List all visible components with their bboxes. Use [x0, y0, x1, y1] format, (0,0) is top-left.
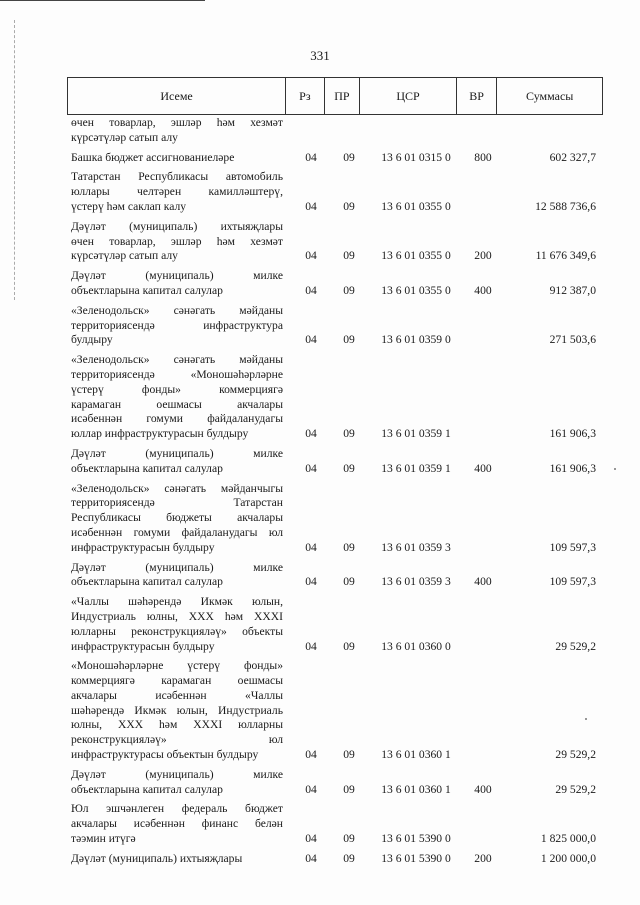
row-pr: 09: [343, 150, 355, 164]
row-name-line: «Зеленодольск» сәнәгать мәйданы: [71, 353, 283, 367]
row-name-line: юллар инфраструктурасын булдыру: [71, 427, 249, 441]
row-pr: 09: [343, 461, 355, 475]
row-pr: 09: [343, 199, 355, 213]
row-rz: 04: [305, 427, 317, 441]
table-body: [71, 116, 596, 872]
row-name: [71, 220, 283, 264]
row-name-line: объектларына капитал салулар: [71, 461, 223, 475]
table-row: [71, 802, 596, 846]
row-name: [71, 116, 283, 146]
row-name-line: күрсәтүләр сатып алу: [71, 249, 178, 263]
row-rz: 04: [305, 283, 317, 297]
row-name-line: инфраструктурасын булдыру: [71, 639, 215, 653]
row-rz: 04: [305, 851, 317, 865]
table-row: [71, 768, 596, 798]
row-vr: 400: [474, 575, 492, 589]
row-vr: 200: [474, 851, 492, 865]
header-vr: ВР: [457, 78, 497, 114]
row-pr: 09: [343, 249, 355, 263]
row-rz: 04: [305, 150, 317, 164]
table-row: [71, 116, 596, 146]
row-vr: 400: [474, 461, 492, 475]
row-sum: 109 597,3: [549, 575, 596, 589]
row-name-line: Дәүләт (муниципаль) ихтыяҗлары: [71, 219, 283, 233]
header-pr: ПР: [325, 78, 361, 114]
table-row: [71, 659, 596, 763]
row-pr: 09: [343, 575, 355, 589]
row-pr: 09: [343, 639, 355, 653]
row-rz: 04: [305, 639, 317, 653]
table-row: [71, 482, 596, 556]
row-name-line: инфраструктурасын булдыру: [71, 540, 215, 554]
row-name-line: Дәүләт (муниципаль) милке: [71, 560, 283, 574]
row-pr: 09: [343, 333, 355, 347]
table-row: [71, 220, 596, 264]
row-sum: 271 503,6: [549, 333, 596, 347]
row-rz: 04: [305, 249, 317, 263]
row-rz: 04: [305, 333, 317, 347]
row-csr: 13 6 01 0360 1: [381, 748, 451, 762]
row-sum: 109 597,3: [549, 540, 596, 554]
row-name-line: территориясендә «Моношәһәрләрне: [71, 367, 283, 381]
row-csr: 13 6 01 0315 0: [381, 150, 451, 164]
scan-speck: [585, 718, 587, 720]
row-name-line: Дәүләт (муниципаль) милке: [71, 446, 283, 460]
row-pr: 09: [343, 748, 355, 762]
row-name-line: өчен товарлар, эшләр һәм хезмәт: [71, 234, 283, 248]
row-name: [71, 447, 283, 477]
row-name: [71, 353, 283, 442]
row-name-line: Республикасы бюджеты акчалары: [71, 511, 283, 525]
row-csr: 13 6 01 0359 3: [381, 540, 451, 554]
row-sum: 1 200 000,0: [540, 851, 596, 865]
row-sum: 12 588 736,6: [535, 199, 596, 213]
row-name-line: акчалары исәбеннән финанс белән: [71, 817, 283, 831]
row-name: [71, 659, 283, 763]
row-name-line: Татарстан Республикасы автомобиль: [71, 170, 283, 184]
row-name-line: өчен товарлар, эшләр һәм хезмәт: [71, 116, 283, 129]
row-csr: 13 6 01 0355 0: [381, 283, 451, 297]
row-name-line: үстерү һәм саклап калу: [71, 199, 187, 213]
row-name-line: булдыру: [71, 333, 113, 347]
row-sum: 29 529,2: [555, 748, 596, 762]
row-name-line: күрсәтүләр сатып алу: [71, 130, 178, 144]
row-vr: 400: [474, 782, 492, 796]
row-name-line: территориясендә Татарстан: [71, 496, 283, 510]
row-csr: 13 6 01 0359 1: [381, 427, 451, 441]
row-name-line: территориясендә инфраструктура: [71, 318, 283, 332]
page-number: 331: [310, 48, 330, 63]
table-row: [71, 852, 596, 867]
row-name: [71, 269, 283, 299]
row-name-line: «Чаллы шәһәрендә Икмәк юлын,: [71, 595, 283, 609]
row-name-line: Дәүләт (муниципаль) ихтыяҗлары: [71, 851, 243, 865]
row-name-line: Юл эшчәнлеген федераль бюджет: [71, 802, 283, 816]
table-row: [71, 269, 596, 299]
row-sum: 912 387,0: [549, 283, 596, 297]
row-rz: 04: [305, 575, 317, 589]
row-name: [71, 561, 283, 591]
row-name-line: объектларына капитал салулар: [71, 283, 223, 297]
row-name-line: юлларны реконструкцияләү» объекты: [71, 624, 283, 638]
row-name-line: юлны, XXX һәм XXXI юлларны: [71, 718, 283, 732]
scan-artifact-top-line: [0, 0, 205, 1]
row-name-line: карамаган оешмасы акчалары: [71, 397, 283, 411]
row-name: [71, 482, 283, 556]
table-row: [71, 447, 596, 477]
row-pr: 09: [343, 851, 355, 865]
row-rz: 04: [305, 782, 317, 796]
row-sum: 1 825 000,0: [540, 832, 596, 846]
row-rz: 04: [305, 461, 317, 475]
row-name-line: исәбеннән гомуми файдаланудагы юл: [71, 525, 283, 539]
row-csr: 13 6 01 0359 3: [381, 575, 451, 589]
row-csr: 13 6 01 0359 1: [381, 461, 451, 475]
row-csr: 13 6 01 0359 0: [381, 333, 451, 347]
table-row: [71, 353, 596, 442]
row-sum: 161 906,3: [549, 461, 596, 475]
table-row: [71, 304, 596, 348]
row-csr: 13 6 01 0360 0: [381, 639, 451, 653]
row-name: [71, 768, 283, 798]
row-name-line: Башка бюджет ассигнованиеләре: [71, 150, 235, 164]
scan-speck: [614, 468, 616, 470]
row-sum: 11 676 349,6: [535, 249, 596, 263]
row-name: [71, 170, 283, 214]
row-rz: 04: [305, 748, 317, 762]
header-sum: Суммасы: [526, 88, 574, 103]
row-name-line: тәэмин итүгә: [71, 832, 136, 846]
row-csr: 13 6 01 0355 0: [381, 199, 451, 213]
row-csr: 13 6 01 5390 0: [381, 851, 451, 865]
row-name-line: реконструкцияләү» юл: [71, 733, 283, 747]
table-header: [67, 77, 603, 115]
row-rz: 04: [305, 832, 317, 846]
row-sum: 29 529,2: [555, 639, 596, 653]
table-row: [71, 595, 596, 654]
row-name: [71, 852, 283, 867]
row-pr: 09: [343, 832, 355, 846]
row-name-line: юллары челтәрен камилләштерү,: [71, 185, 283, 199]
row-name-line: инфраструктурасы объектын булдыру: [71, 748, 259, 762]
row-rz: 04: [305, 199, 317, 213]
table-row: [71, 170, 596, 214]
row-pr: 09: [343, 782, 355, 796]
header-name: Исеме: [68, 78, 286, 114]
row-name: [71, 802, 283, 846]
row-pr: 09: [343, 540, 355, 554]
row-name-line: объектларына капитал салулар: [71, 575, 223, 589]
row-name-line: Индустриаль юлны, XXX һәм XXXI: [71, 609, 283, 623]
row-name-line: шәһәрендә Икмәк юлын, Индустриаль: [71, 703, 283, 717]
row-name: [71, 151, 283, 166]
row-name-line: коммерциягә карамаган оешмасы: [71, 674, 283, 688]
row-name-line: «Зеленодольск» сәнәгать мәйданы: [71, 303, 283, 317]
row-vr: 200: [474, 249, 492, 263]
table-row: [71, 561, 596, 591]
row-name-line: «Моношәһәрләрне үстерү фонды»: [71, 659, 283, 673]
row-name-line: объектларына капитал салулар: [71, 782, 223, 796]
row-name-line: «Зеленодольск» сәнәгать мәйданчыгы: [71, 481, 283, 495]
table-row: [71, 151, 596, 166]
row-sum: 29 529,2: [555, 782, 596, 796]
row-name-line: исәбеннән гомуми файдаланудагы: [71, 412, 283, 426]
row-sum: 161 906,3: [549, 427, 596, 441]
header-csr: ЦСР: [360, 78, 457, 114]
row-sum: 602 327,7: [549, 150, 596, 164]
row-vr: 800: [474, 150, 492, 164]
row-name-line: үстерү фонды» коммерциягә: [71, 382, 283, 396]
row-name-line: Дәүләт (муниципаль) милке: [71, 269, 283, 283]
row-rz: 04: [305, 540, 317, 554]
row-name: [71, 595, 283, 654]
row-name-line: акчалары исәбеннән «Чаллы: [71, 688, 283, 702]
row-name-line: Дәүләт (муниципаль) милке: [71, 767, 283, 781]
row-csr: 13 6 01 5390 0: [381, 832, 451, 846]
row-csr: 13 6 01 0355 0: [381, 249, 451, 263]
row-vr: 400: [474, 283, 492, 297]
row-pr: 09: [343, 283, 355, 297]
row-pr: 09: [343, 427, 355, 441]
header-rz: Рз: [286, 78, 325, 114]
row-name: [71, 304, 283, 348]
row-csr: 13 6 01 0360 1: [381, 782, 451, 796]
